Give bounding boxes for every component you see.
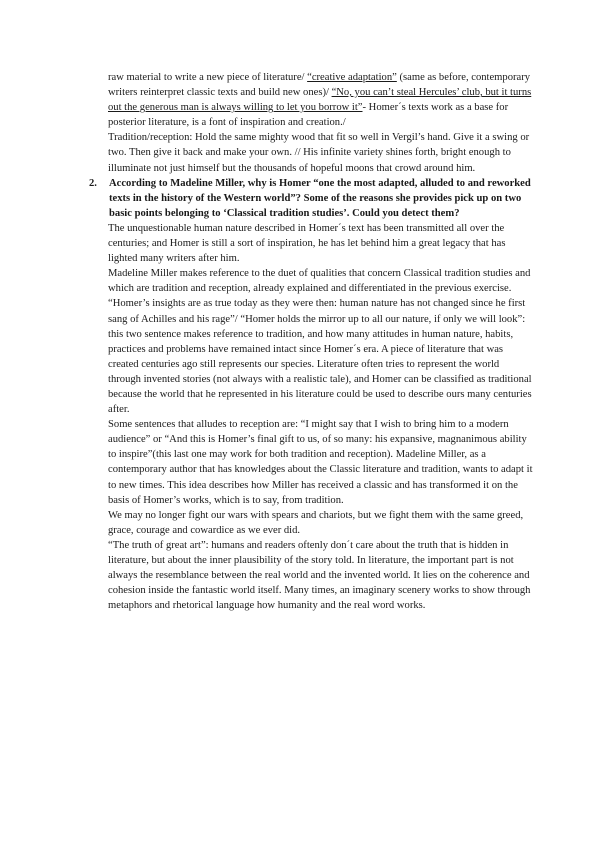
- intro-paragraph-2: Tradition/reception: Hold the same mighty wood that fit so well in Vergil’s hand. Give it a swing or two. Then give it back and make your own. // His infinite variety shines forth, bright enough to illuminate not just himself but the thousands of hopeful moons that crowd around him.: [108, 132, 530, 174]
- question-text: According to Madeline Miller, why is Homer “one the most adapted, alluded to and reworked texts in the history of the Western world”? Some of the reasons she provides pick up on two basic points belonging to ‘Classical tradition studies’. Could you detect them?: [109, 177, 531, 219]
- creative-adaptation-quote: “creative adaptation”: [307, 72, 397, 83]
- answer-paragraph-3: “Homer’s insights are as true today as they were then: human nature has not changed since he first sang of Achilles and his rage”/ “Homer holds the mirror up to all our nature, if only we will look”: this two sentence makes reference to tradition, and how many attitudes in human nature, habits, practices and problems have remained intact since Homer´s era. A piece of literature that was created centuries ago still represents our species. Literature often tries to represent the world through invented stories (not always with a realistic tale), and Homer can be classified as traditional because the world that he represented in his literature could be used to describe ours many centuries after.: [108, 298, 532, 416]
- hercules-club-quote: “No, you can’t steal Hercules’ club, but it turns out the generous man is always willing to let you borrow it”: [108, 87, 532, 114]
- answer-paragraph-4: Some sentences that alludes to reception are: “I might say that I wish to bring him to a modern audience” or “And this is Homer’s final gift to us, of so many: his expansive, magnanimous ability to inspire”(this last one may work for both tradition and reception). Madeline Miller, as a contemporary author that has knowledges about the Classic literature and tradition, wants to adapt it to new times. This idea describes how Miller has received a classic and has transformed it on the basis of Homer’s works, which is to say, from tradition.: [108, 419, 533, 506]
- question-2: [89, 176, 533, 221]
- answer-paragraph-2: Madeline Miller makes reference to the duet of qualities that concern Classical tradition studies and which are tradition and reception, already explained and differentiated in the previous exercise.: [108, 268, 531, 295]
- page-body: [89, 70, 533, 613]
- intro-paragraph-1: [108, 70, 533, 130]
- answer-paragraph-1: The unquestionable human nature described in Homer´s text has been transmitted all over the centuries; and Homer is still a sort of inspiration, he has let behind him a great legacy that has lighted many writers after him.: [108, 222, 506, 265]
- answer-paragraph-5: We may no longer fight our wars with spears and chariots, but we fight them with the same greed, grace, courage and cowardice as we ever did.: [108, 509, 524, 536]
- answer-paragraph-6: “The truth of great art”: humans and readers oftenly don´t care about the truth that is hidden in literature, but about the inner plausibility of the story told. In literature, the important part is not always the resemblance between the real world and the invented world. It lies on the coherence and cohesion inside the fantastic world itself. Many times, an imaginary scenery works to show through metaphors and rhetorical language how humanity and the real word works.: [108, 539, 531, 612]
- intro-text-a: raw material to write a new piece of literature/: [108, 72, 308, 83]
- question-number: 2.: [89, 177, 97, 189]
- intro-text-c: - Homer´s texts work as a base for posterior literature, is a font of inspiration and creation./: [108, 102, 509, 129]
- intro-text-b: (same as before, contemporary writers reinterpret classic texts and build new ones)/: [108, 72, 531, 99]
